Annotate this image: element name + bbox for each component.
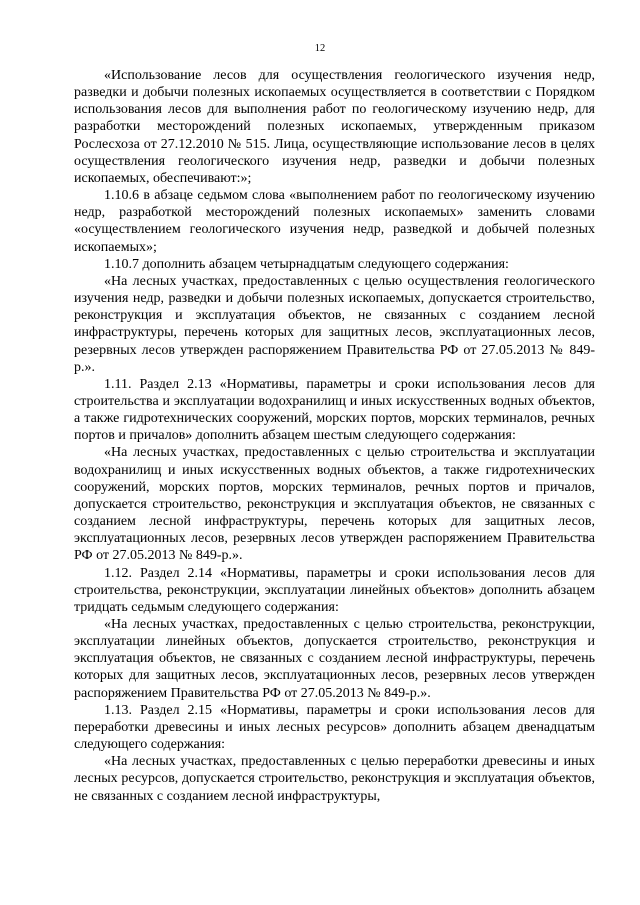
paragraph-quote-reservoirs: «На лесных участках, предоставленных с целью строительства и эксплуатации водохранилищ и иных искусственных водных объектов, а также гидротехнических сооружений, морских портов, морских терминалов, речных портов и причалов, допускается строительство, реконструкция и эксплуатация объектов, не связанных с созданием лесной инфраструктуры, перечень которых для защитных лесов, эксплуатационных лесов, резервных лесов утвержден распоряжением Правительства РФ от 27.05.2013 № 849-р.». [74, 445, 595, 564]
document-body [74, 67, 595, 805]
paragraph-usage-of-forests: «Использование лесов для осуществления геологического изучения недр, разведки и добычи полезных ископаемых осуществляется в соответствии с Порядком использования лесов для выполнения работ по геологическому изучению недр, для разработки месторождений полезных ископаемых, утвержденным приказом Рослесхоза от 27.12.2010 № 515. Лица, осуществляющие использование лесов в целях осуществления геологического изучения недр, разведки и добычи полезных ископаемых, обеспечивают:»; [74, 68, 595, 186]
paragraph-1-12: 1.12. Раздел 2.14 «Нормативы, параметры и сроки использования лесов для строительства, реконструкции, эксплуатации линейных объектов» дополнить абзацем тридцать седьмым следующего содержания: [74, 565, 595, 615]
paragraph-1-10-6: 1.10.6 в абзаце седьмом слова «выполнением работ по геологическому изучению недр, разработкой месторождений полезных ископаемых» заменить словами «осуществлением геологического изучения недр, разведкой и добычей полезных ископаемых»; [74, 188, 595, 255]
paragraph-1-11: 1.11. Раздел 2.13 «Нормативы, параметры и сроки использования лесов для строительства и эксплуатации водохранилищ и иных искусственных водных объектов, а также гидротехнических сооружений, морских портов, морских терминалов, речных портов и причалов» дополнить абзацем шестым следующего содержания: [74, 376, 595, 444]
paragraph-quote-linear-objects: «На лесных участках, предоставленных с целью строительства, реконструкции, эксплуатации линейных объектов, допускается строительство, реконструкция и эксплуатация объектов, не связанных с созданием лесной инфраструктуры, перечень которых для защитных лесов, эксплуатационных лесов, резервных лесов утвержден распоряжением Правительства РФ от 27.05.2013 № 849-р.». [74, 617, 595, 701]
paragraph-quote-wood-processing: «На лесных участках, предоставленных с целью переработки древесины и иных лесных ресурсов, допускается строительство, реконструкция и эксплуатация объектов, не связанных с созданием лесной инфраструктуры, [74, 754, 595, 804]
page-number: 12 [314, 43, 326, 54]
paragraph-quote-geology: «На лесных участках, предоставленных с целью осуществления геологического изучения недр, разведки и добычи полезных ископаемых, допускается строительство, реконструкция и эксплуатация объектов, не связанных с созданием лесной инфраструктуры, перечень которых для защитных лесов, эксплуатационных лесов, резервных лесов утвержден распоряжением Правительства РФ от 27.05.2013 № 849-р.». [74, 273, 595, 375]
paragraph-1-13: 1.13. Раздел 2.15 «Нормативы, параметры и сроки использования лесов для переработки древесины и иных лесных ресурсов» дополнить абзацем двенадцатым следующего содержания: [74, 702, 595, 753]
paragraph-1-10-7: 1.10.7 дополнить абзацем четырнадцатым следующего содержания: [104, 256, 509, 272]
